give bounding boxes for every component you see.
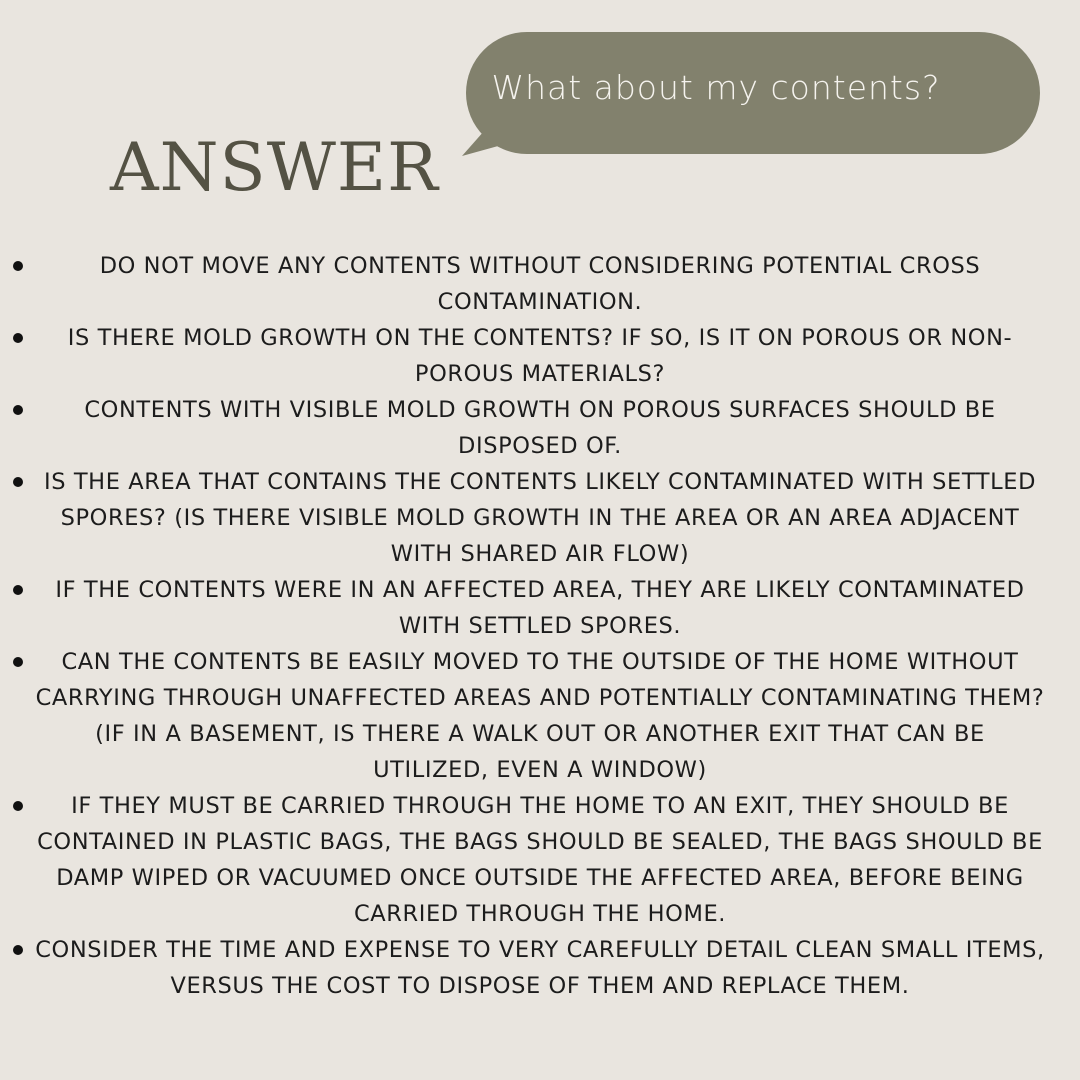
bullet-icon xyxy=(13,945,23,955)
bullet-icon xyxy=(13,585,23,595)
list-item-text: CONTENTS WITH VISIBLE MOLD GROWTH ON POROUS SURFACES SHOULD BE DISPOSED OF. xyxy=(84,397,996,459)
list-item-text: DO NOT MOVE ANY CONTENTS WITHOUT CONSIDERING POTENTIAL CROSS CONTAMINATION. xyxy=(99,253,981,315)
list-item xyxy=(0,248,1080,320)
list-item xyxy=(0,788,1080,932)
list-item xyxy=(0,392,1080,464)
list-item xyxy=(0,320,1080,392)
answer-list xyxy=(0,248,1080,1004)
answer-heading: ANSWER xyxy=(110,129,439,206)
bullet-icon xyxy=(13,657,23,667)
list-item-text: IS THERE MOLD GROWTH ON THE CONTENTS? IF SO, IS IT ON POROUS OR NON-POROUS MATERIALS? xyxy=(67,325,1013,387)
bullet-icon xyxy=(13,261,23,271)
list-item-text: CONSIDER THE TIME AND EXPENSE TO VERY CAREFULLY DETAIL CLEAN SMALL ITEMS, VERSUS THE COST TO DISPOSE OF THEM AND REPLACE THEM. xyxy=(35,937,1045,999)
bullet-icon xyxy=(13,801,23,811)
list-item xyxy=(0,644,1080,788)
list-item xyxy=(0,572,1080,644)
list-item-text: IS THE AREA THAT CONTAINS THE CONTENTS LIKELY CONTAMINATED WITH SETTLED SPORES? (IS THERE VISIBLE MOLD GROWTH IN THE AREA OR AN AREA ADJACENT WITH SHARED AIR FLOW) xyxy=(43,469,1037,567)
question-text: What about my contents? xyxy=(491,68,941,107)
bullet-icon xyxy=(13,405,23,415)
bullet-icon xyxy=(13,477,23,487)
list-item-text: IF THEY MUST BE CARRIED THROUGH THE HOME TO AN EXIT, THEY SHOULD BE CONTAINED IN PLASTIC BAGS, THE BAGS SHOULD BE SEALED, THE BAGS SHOULD BE DAMP WIPED OR VACUUMED ONCE OUTSIDE THE AFFECTED AREA, BEFORE BEING CARRIED THROUGH THE HOME. xyxy=(37,793,1043,927)
list-item xyxy=(0,932,1080,1004)
list-item xyxy=(0,464,1080,572)
list-item-text: CAN THE CONTENTS BE EASILY MOVED TO THE OUTSIDE OF THE HOME WITHOUT CARRYING THROUGH UNAFFECTED AREAS AND POTENTIALLY CONTAMINATING THEM? (IF IN A BASEMENT, IS THERE A WALK OUT OR ANOTHER EXIT THAT CAN BE UTILIZED, EVEN A WINDOW) xyxy=(35,649,1045,783)
bullet-icon xyxy=(13,333,23,343)
list-item-text: IF THE CONTENTS WERE IN AN AFFECTED AREA, THEY ARE LIKELY CONTAMINATED WITH SETTLED SPORES. xyxy=(55,577,1025,639)
